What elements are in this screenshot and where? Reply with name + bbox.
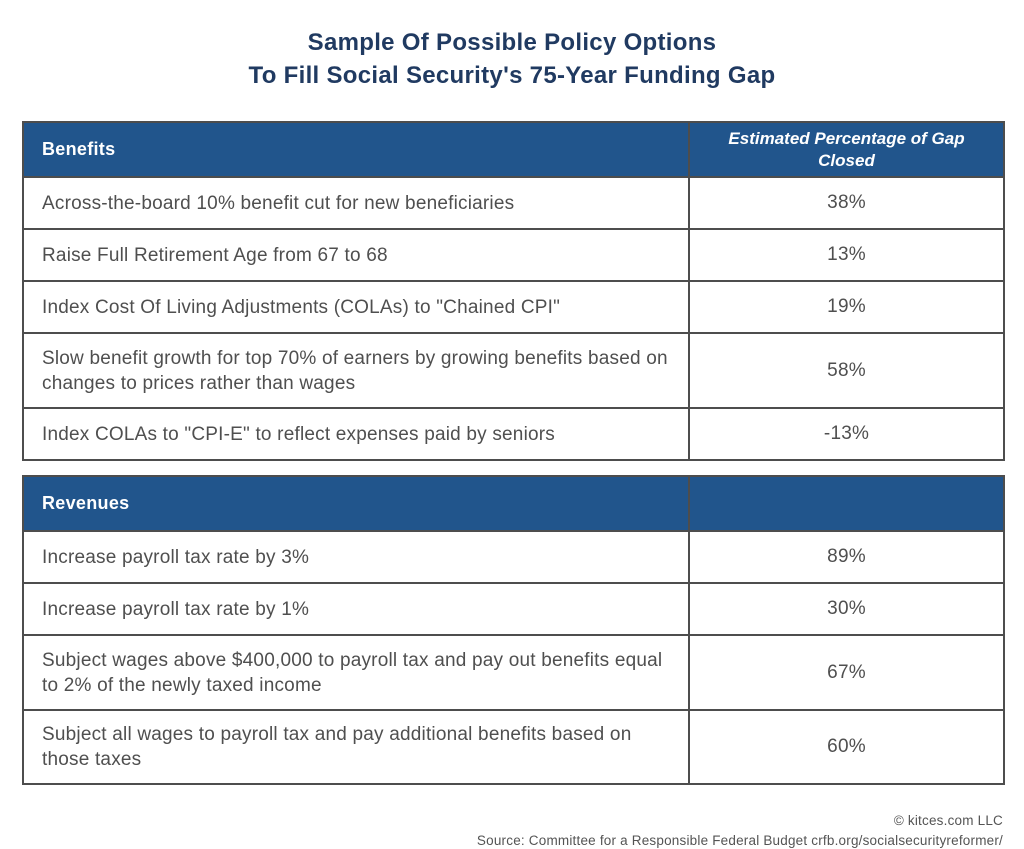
percentage-cell: 67% [689,635,1004,710]
policy-cell: Increase payroll tax rate by 3% [23,531,689,583]
gap-closed-column-header: Estimated Percentage of Gap Closed [689,122,1004,177]
percentage-cell: 58% [689,333,1004,408]
table-row [23,229,1004,281]
page-title-line1: Sample Of Possible Policy Options [307,29,717,56]
table-row [23,583,1004,635]
page-title-line2: To Fill Social Security's 75-Year Funding Gap [248,62,776,89]
percentage-cell: 38% [689,177,1004,229]
benefits-table [22,121,1005,461]
table-row [23,281,1004,333]
policy-cell: Index COLAs to "CPI-E" to reflect expenses paid by seniors [23,408,689,460]
policy-cell: Index Cost Of Living Adjustments (COLAs) to "Chained CPI" [23,281,689,333]
table-row [23,177,1004,229]
benefits-section-header: Benefits [23,122,689,177]
table-row [23,531,1004,583]
infographic-page [0,26,1024,849]
policy-cell: Slow benefit growth for top 70% of earners by growing benefits based on changes to prices rather than wages [23,333,689,408]
policy-cell: Increase payroll tax rate by 1% [23,583,689,635]
percentage-cell: -13% [689,408,1004,460]
percentage-cell: 30% [689,583,1004,635]
benefits-header-row [23,122,1004,177]
percentage-cell: 89% [689,531,1004,583]
table-row [23,710,1004,784]
copyright-text: © kitces.com LLC [893,813,1003,828]
source-attribution: Source: Committee for a Responsible Federal Budget crfb.org/socialsecurityreformer/ [476,833,1003,848]
footer [22,811,1003,849]
table-row [23,333,1004,408]
page-title [0,26,1024,92]
revenues-empty-header [689,476,1004,531]
percentage-cell: 19% [689,281,1004,333]
policy-cell: Subject all wages to payroll tax and pay additional benefits based on those taxes [23,710,689,784]
table-row [23,408,1004,460]
table-row [23,635,1004,710]
percentage-cell: 13% [689,229,1004,281]
policy-cell: Raise Full Retirement Age from 67 to 68 [23,229,689,281]
revenues-header-row [23,476,1004,531]
percentage-cell: 60% [689,710,1004,784]
revenues-section-header: Revenues [23,476,689,531]
policy-cell: Across-the-board 10% benefit cut for new beneficiaries [23,177,689,229]
revenues-table [22,475,1005,785]
policy-cell: Subject wages above $400,000 to payroll tax and pay out benefits equal to 2% of the newly taxed income [23,635,689,710]
